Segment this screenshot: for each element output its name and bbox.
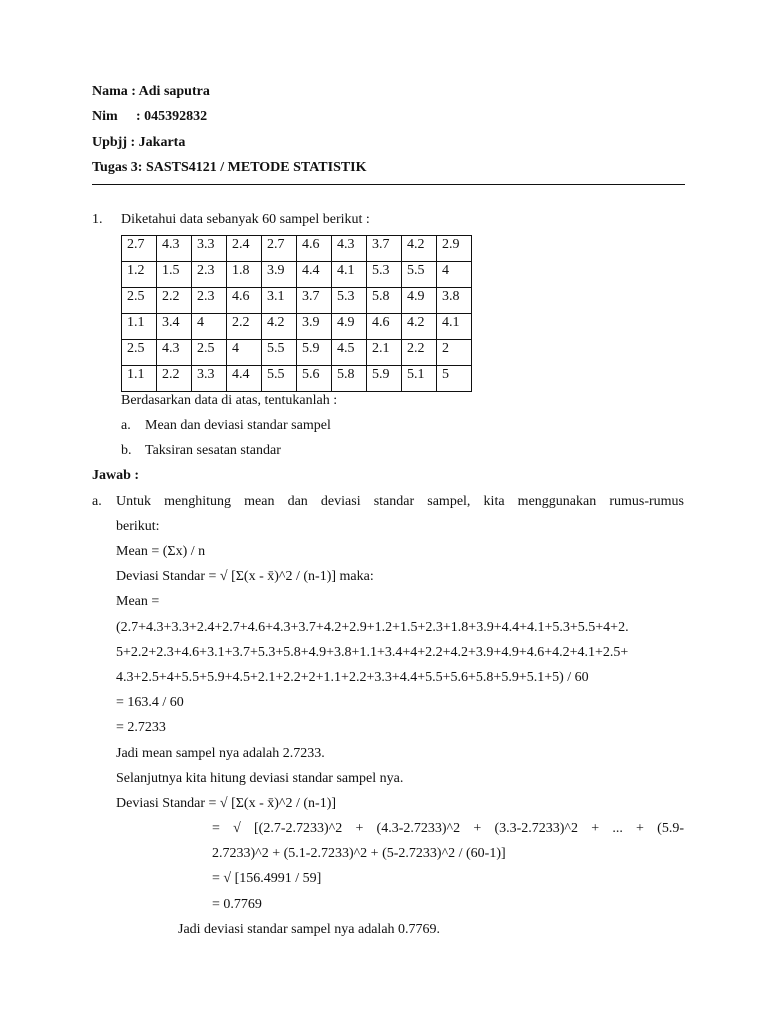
table-cell: 3.3	[192, 366, 227, 392]
table-cell: 4.3	[157, 340, 192, 366]
table-cell: 4	[437, 262, 472, 288]
table-row	[122, 288, 472, 314]
table-cell: 4	[192, 314, 227, 340]
table-row	[122, 340, 472, 366]
mean-label: Mean =	[116, 594, 160, 609]
table-cell: 5.6	[297, 366, 332, 392]
table-cell: 1.2	[122, 262, 157, 288]
table-cell: 3.8	[437, 288, 472, 314]
table-cell: 1.1	[122, 314, 157, 340]
sd-step-2: = √ [156.4991 / 59]	[212, 871, 322, 886]
header-divider	[92, 184, 685, 185]
table-cell: 5.1	[402, 366, 437, 392]
student-name: Nama : Adi saputra	[92, 84, 210, 99]
table-cell: 2.2	[402, 340, 437, 366]
table-row	[122, 262, 472, 288]
table-cell: 4.2	[402, 314, 437, 340]
table-cell: 5.9	[297, 340, 332, 366]
table-cell: 4.1	[437, 314, 472, 340]
table-cell: 4.6	[297, 236, 332, 262]
table-row	[122, 366, 472, 392]
table-cell: 1.1	[122, 366, 157, 392]
table-cell: 5.3	[367, 262, 402, 288]
sd-intro: Selanjutnya kita hitung deviasi standar sampel nya.	[116, 771, 404, 786]
question-item-b-text: Taksiran sesatan standar	[145, 443, 281, 458]
assignment-title: Tugas 3: SASTS4121 / METODE STATISTIK	[92, 160, 367, 175]
table-cell: 4.6	[367, 314, 402, 340]
table-cell: 3.9	[297, 314, 332, 340]
table-cell: 3.4	[157, 314, 192, 340]
table-cell: 2.3	[192, 288, 227, 314]
table-cell: 2.1	[367, 340, 402, 366]
table-cell: 4.6	[227, 288, 262, 314]
student-nim-value: : 045392832	[136, 109, 208, 124]
table-cell: 4.9	[402, 288, 437, 314]
student-nim-label: Nim	[92, 109, 118, 124]
table-cell: 3.9	[262, 262, 297, 288]
table-cell: 4.4	[227, 366, 262, 392]
table-cell: 5	[437, 366, 472, 392]
table-cell: 4.1	[332, 262, 367, 288]
sum-line-2: 5+2.2+2.3+4.6+3.1+3.7+5.3+5.8+4.9+3.8+1.1+3.4+4+2.2+4.2+3.9+4.9+4.6+4.2+4.1+2.5+	[116, 645, 629, 660]
sum-line-1: (2.7+4.3+3.3+2.4+2.7+4.6+4.3+3.7+4.2+2.9+1.2+1.5+2.3+1.8+3.9+4.4+4.1+5.3+5.5+4+2.	[116, 620, 629, 635]
table-cell: 2.7	[122, 236, 157, 262]
table-cell: 2.4	[227, 236, 262, 262]
table-cell: 2.5	[122, 288, 157, 314]
table-cell: 4.9	[332, 314, 367, 340]
question-prompt: Berdasarkan data di atas, tentukanlah :	[121, 393, 338, 408]
table-row	[122, 314, 472, 340]
sd-step-1-line-1: = √ [(2.7-2.7233)^2 + (4.3-2.7233)^2 + (3.3-2.7233)^2 + ... + (5.9-	[212, 821, 684, 836]
table-cell: 5.5	[402, 262, 437, 288]
table-cell: 1.5	[157, 262, 192, 288]
sample-data-table	[121, 235, 472, 392]
table-cell: 4	[227, 340, 262, 366]
sum-line-3: 4.3+2.5+4+5.5+5.9+4.5+2.1+2.2+2+1.1+2.2+3.3+4.4+5.5+5.6+5.8+5.9+5.1+5) / 60	[116, 670, 589, 685]
table-cell: 4.3	[157, 236, 192, 262]
question-item-a-marker: a.	[121, 418, 131, 433]
table-cell: 2.5	[192, 340, 227, 366]
table-cell: 5.8	[332, 366, 367, 392]
sd-formula: Deviasi Standar = √ [Σ(x - x̄)^2 / (n-1)] maka:	[116, 569, 374, 584]
table-cell: 3.3	[192, 236, 227, 262]
table-cell: 4.2	[262, 314, 297, 340]
table-cell: 3.7	[367, 236, 402, 262]
table-cell: 2.2	[157, 288, 192, 314]
answer-heading: Jawab :	[92, 468, 140, 483]
question-item-a-text: Mean dan deviasi standar sampel	[145, 418, 331, 433]
question-intro: Diketahui data sebanyak 60 sampel berikut :	[121, 212, 370, 227]
sd-step-1-line-2: 2.7233)^2 + (5.1-2.7233)^2 + (5-2.7233)^2 / (60-1)]	[212, 846, 506, 861]
sd-label: Deviasi Standar = √ [Σ(x - x̄)^2 / (n-1)]	[116, 796, 337, 811]
table-cell: 2.7	[262, 236, 297, 262]
table-cell: 4.2	[402, 236, 437, 262]
question-number: 1.	[92, 212, 103, 227]
sd-conclusion: Jadi deviasi standar sampel nya adalah 0.7769.	[178, 922, 441, 937]
mean-step-2: = 2.7233	[116, 720, 166, 735]
answer-a-intro-line2: berikut:	[116, 519, 160, 534]
table-cell: 3.7	[297, 288, 332, 314]
table-cell: 5.5	[262, 366, 297, 392]
table-cell: 5.3	[332, 288, 367, 314]
table-cell: 5.5	[262, 340, 297, 366]
answer-a-marker: a.	[92, 494, 102, 509]
table-cell: 1.8	[227, 262, 262, 288]
table-cell: 4.3	[332, 236, 367, 262]
table-cell: 5.9	[367, 366, 402, 392]
mean-formula: Mean = (Σx) / n	[116, 544, 206, 559]
table-cell: 2	[437, 340, 472, 366]
table-cell: 2.9	[437, 236, 472, 262]
table-cell: 2.3	[192, 262, 227, 288]
table-cell: 2.2	[157, 366, 192, 392]
table-cell: 2.2	[227, 314, 262, 340]
table-cell: 5.8	[367, 288, 402, 314]
question-item-b-marker: b.	[121, 443, 132, 458]
mean-step-1: = 163.4 / 60	[116, 695, 184, 710]
sd-step-3: = 0.7769	[212, 897, 262, 912]
table-cell: 4.5	[332, 340, 367, 366]
table-row	[122, 236, 472, 262]
student-upbjj: Upbjj : Jakarta	[92, 135, 186, 150]
mean-conclusion: Jadi mean sampel nya adalah 2.7233.	[116, 746, 325, 761]
table-cell: 3.1	[262, 288, 297, 314]
answer-a-intro-line1: Untuk menghitung mean dan deviasi standar sampel, kita menggunakan rumus-rumus	[116, 494, 684, 509]
table-cell: 2.5	[122, 340, 157, 366]
table-cell: 4.4	[297, 262, 332, 288]
